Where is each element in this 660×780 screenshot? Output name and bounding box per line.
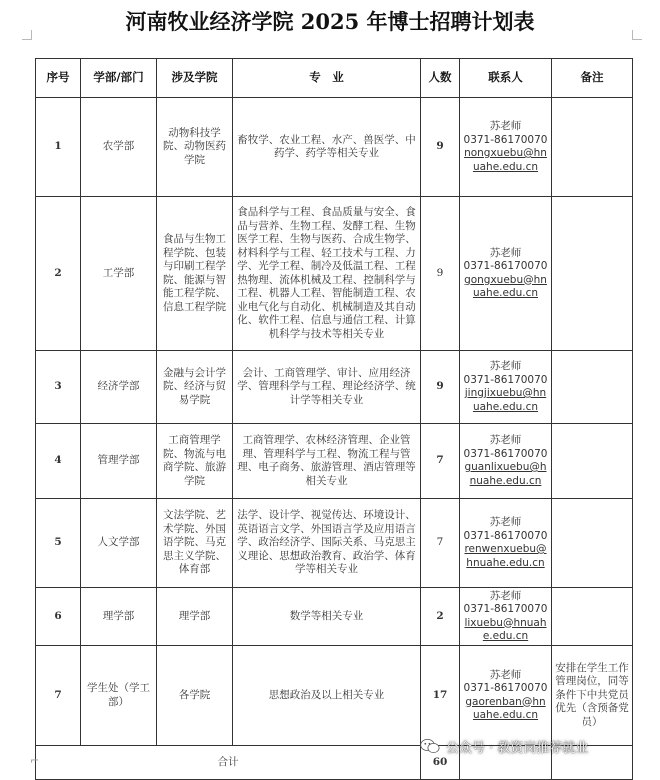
contact-name: 苏老师 bbox=[489, 120, 522, 132]
contact-email-link[interactable]: jingjixuebu@hnuahe.edu.cn bbox=[464, 387, 547, 413]
contact-email-link[interactable]: guanlixuebu@hnuahe.edu.cn bbox=[464, 461, 547, 487]
row-note bbox=[552, 197, 633, 351]
row-college: 金融与会计学院、经济与贸易学院 bbox=[157, 351, 233, 424]
row-note bbox=[552, 98, 633, 197]
contact-email-link[interactable]: renwenxuebu@hnuahe.edu.cn bbox=[464, 543, 547, 569]
row-seq: 1 bbox=[36, 98, 81, 197]
row-contact bbox=[460, 98, 552, 197]
contact-name: 苏老师 bbox=[489, 246, 522, 259]
header-seq: 序号 bbox=[36, 59, 81, 98]
row-dept: 管理学部 bbox=[81, 424, 157, 499]
row-note: 安排在学生工作管理岗位，同等条件下中共党员优先（含预备党员） bbox=[552, 646, 633, 746]
row-dept: 理学部 bbox=[81, 588, 157, 646]
row-college: 食品与生物工程学院、包装与印刷工程学院、能源与智能工程学院、信息工程学院 bbox=[157, 197, 233, 351]
table-row bbox=[36, 98, 633, 197]
row-college: 文法学院、艺术学院、外国语学院、马克思主义学院、体育部 bbox=[157, 499, 233, 588]
contact-phone: 0371-86170070 bbox=[463, 133, 548, 146]
header-dept: 学部/部门 bbox=[81, 59, 157, 98]
contact-name: 苏老师 bbox=[489, 434, 522, 446]
row-college: 工商管理学院、物流与电商学院、旅游学院 bbox=[157, 424, 233, 499]
row-major: 食品科学与工程、食品质量与安全、食品与营养、生物工程、发酵工程、生物医学工程、生物与医药、合成生物学、材料科学与工程、轻工技术与工程、力学、光学工程、制冷及低温工程、工程热物理、流体机械及工程、控制科学与工程、机器人工程、智能制造工程、农业电气化与自动化、机械制造及其自动化、软件工程、信息与通信工程、计算机科学与技术等相关专业 bbox=[233, 197, 421, 351]
contact-name: 苏老师 bbox=[489, 589, 522, 602]
row-dept: 学生处（学工部） bbox=[81, 646, 157, 746]
row-seq: 3 bbox=[36, 351, 81, 424]
row-count: 2 bbox=[421, 588, 460, 646]
table-row bbox=[36, 197, 633, 351]
row-major: 工商管理学、农林经济管理、企业管理、管理科学与工程、物流工程与管理、电子商务、旅游管理、酒店管理等相关专业 bbox=[233, 424, 421, 499]
row-count: 9 bbox=[421, 98, 460, 197]
row-seq: 5 bbox=[36, 499, 81, 588]
row-college: 动物科技学院、动物医药学院 bbox=[157, 98, 233, 197]
row-seq: 7 bbox=[36, 646, 81, 746]
row-major: 法学、设计学、视觉传达、环境设计、英语语言文学、外国语言学及应用语言学、政治经济学、国际关系、马克思主义理论、思想政治教育、政治学、体育学等相关专业 bbox=[233, 499, 421, 588]
page-corner-mark bbox=[22, 30, 32, 40]
contact-email-link[interactable]: gongxuebu@hnuahe.edu.cn bbox=[464, 273, 547, 299]
row-contact bbox=[460, 351, 552, 424]
row-dept: 人文学部 bbox=[81, 499, 157, 588]
contact-name: 苏老师 bbox=[489, 516, 522, 528]
table-row bbox=[36, 424, 633, 499]
row-contact bbox=[460, 424, 552, 499]
page-corner-mark bbox=[632, 30, 642, 40]
page-title: 河南牧业经济学院 2025 年博士招聘计划表 bbox=[125, 9, 535, 34]
total-count: 60 bbox=[421, 746, 460, 780]
row-contact bbox=[460, 197, 552, 351]
row-note bbox=[552, 499, 633, 588]
header-note: 备注 bbox=[552, 59, 633, 98]
contact-email-link[interactable]: lixuebu@hnuahe.edu.cn bbox=[464, 616, 547, 642]
contact-phone: 0371-86170070 bbox=[463, 682, 548, 694]
contact-name: 苏老师 bbox=[489, 360, 522, 372]
contact-phone: 0371-86170070 bbox=[463, 529, 548, 542]
row-contact bbox=[460, 499, 552, 588]
table-row bbox=[36, 646, 633, 746]
row-major: 会计、工商管理学、审计、应用经济学、管理科学与工程、理论经济学、统计学等相关专业 bbox=[233, 351, 421, 424]
table-row bbox=[36, 351, 633, 424]
contact-phone: 0371-86170070 bbox=[463, 260, 548, 272]
contact-phone: 0371-86170070 bbox=[463, 447, 548, 460]
recruitment-plan-table bbox=[35, 58, 633, 780]
wechat-icon bbox=[420, 738, 440, 754]
row-count: 7 bbox=[421, 424, 460, 499]
row-dept: 工学部 bbox=[81, 197, 157, 351]
row-note bbox=[552, 588, 633, 646]
contact-email-link[interactable]: nongxuebu@hnuahe.edu.cn bbox=[464, 147, 547, 173]
contact-email-link[interactable]: gaorenban@hnuahe.edu.cn bbox=[465, 695, 546, 721]
total-label: 合计 bbox=[36, 746, 421, 780]
table-row bbox=[36, 499, 633, 588]
header-count: 人数 bbox=[421, 59, 460, 98]
table-header-row bbox=[36, 59, 633, 98]
row-count: 9 bbox=[421, 351, 460, 424]
contact-name: 苏老师 bbox=[489, 668, 522, 681]
page-corner-mark: ⌐ bbox=[30, 754, 40, 767]
header-major: 专 业 bbox=[233, 59, 421, 98]
row-contact bbox=[460, 588, 552, 646]
row-major: 畜牧学、农业工程、水产、兽医学、中药学、药学等相关专业 bbox=[233, 98, 421, 197]
row-seq: 4 bbox=[36, 424, 81, 499]
wechat-watermark bbox=[420, 732, 660, 760]
header-college: 涉及学院 bbox=[157, 59, 233, 98]
row-college: 理学部 bbox=[157, 588, 233, 646]
row-count: 9 bbox=[421, 197, 460, 351]
row-dept: 农学部 bbox=[81, 98, 157, 197]
row-seq: 6 bbox=[36, 588, 81, 646]
watermark-text: 公众号 · 教资岗推荐就业 bbox=[446, 740, 589, 756]
row-note bbox=[552, 351, 633, 424]
table-row bbox=[36, 588, 633, 646]
contact-phone: 0371-86170070 bbox=[463, 373, 548, 386]
contact-phone: 0371-86170070 bbox=[463, 603, 548, 615]
row-count: 17 bbox=[421, 646, 460, 746]
row-seq: 2 bbox=[36, 197, 81, 351]
row-count: 7 bbox=[421, 499, 460, 588]
row-dept: 经济学部 bbox=[81, 351, 157, 424]
row-major: 数学等相关专业 bbox=[233, 588, 421, 646]
row-contact bbox=[460, 646, 552, 746]
row-college: 各学院 bbox=[157, 646, 233, 746]
row-major: 思想政治及以上相关专业 bbox=[233, 646, 421, 746]
row-note bbox=[552, 424, 633, 499]
header-contact: 联系人 bbox=[460, 59, 552, 98]
